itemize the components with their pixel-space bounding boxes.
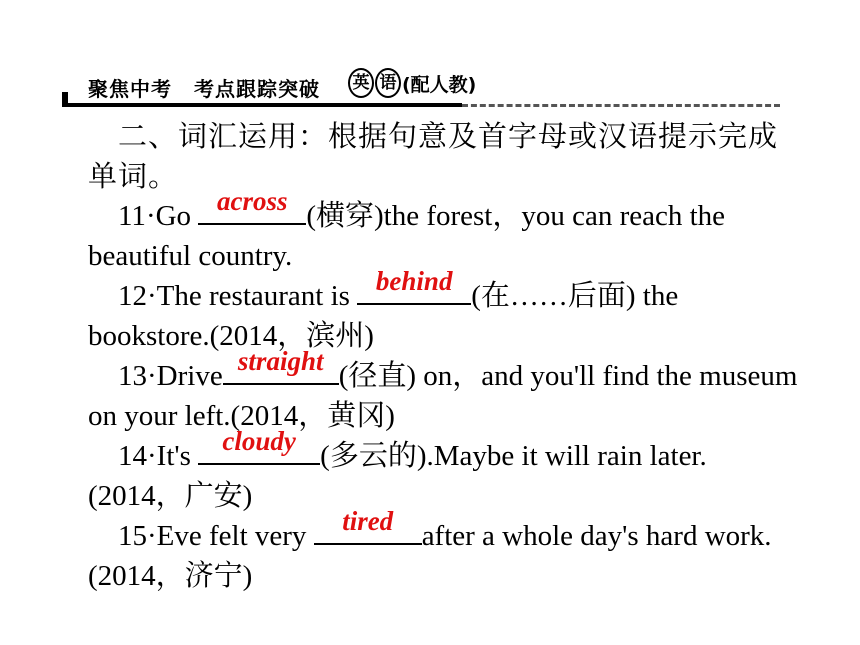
item-text-after: the forest，you can reach the beautiful country. xyxy=(88,200,726,272)
subtitle-label: 考点跟踪突破 xyxy=(193,77,320,101)
subject-badge xyxy=(348,66,476,100)
exercise-content xyxy=(88,116,798,596)
item-separator: · xyxy=(147,360,157,392)
item-text-before: Eve felt very xyxy=(156,520,314,552)
item-text-after: the bookstore.(2014，滨州) xyxy=(88,280,679,352)
item-separator: · xyxy=(145,200,156,232)
item-hint: (多云的) xyxy=(320,440,427,472)
header-rule-solid xyxy=(62,103,462,107)
item-number: 11 xyxy=(118,200,146,232)
subject-char-2: 语 xyxy=(375,68,401,98)
header-rule-dashed xyxy=(462,104,780,107)
item-separator: · xyxy=(147,280,157,312)
item-text-before: Go xyxy=(155,200,199,232)
item-hint: (径直) xyxy=(338,360,417,392)
answer-blank xyxy=(314,506,422,545)
item-number: 14 xyxy=(118,440,147,472)
item-separator: · xyxy=(147,520,157,552)
section-title: 二、词汇运用：根据句意及首字母或汉语提示完成单词。 xyxy=(88,119,779,193)
answer-blank xyxy=(198,186,306,225)
item-text-after: on，and you'll find the museum on your left.(2014，黄冈) xyxy=(88,360,798,432)
edition-label: (配人教) xyxy=(402,73,477,96)
exercise-item-15 xyxy=(88,506,798,596)
item-number: 13 xyxy=(118,360,147,392)
answer-text: tired xyxy=(342,506,394,536)
exercise-item-13 xyxy=(88,346,798,436)
answer-blank xyxy=(357,266,471,305)
exercise-item-12 xyxy=(88,266,798,356)
answer-text: across xyxy=(217,186,288,216)
answer-text: straight xyxy=(237,346,324,376)
page-header xyxy=(0,0,860,110)
item-number: 12 xyxy=(118,280,147,312)
item-separator: · xyxy=(147,440,157,472)
item-text-before: The restaurant is xyxy=(156,280,358,312)
answer-blank xyxy=(223,346,339,385)
exercise-item-14 xyxy=(88,426,798,516)
item-text-after: .Maybe it will rain later.(2014，广安) xyxy=(88,440,707,512)
series-label: 聚焦中考 xyxy=(88,77,172,101)
item-number: 15 xyxy=(118,520,147,552)
item-text-after: after a whole day's hard work.(2014，济宁) xyxy=(88,520,772,592)
item-hint: (横穿) xyxy=(306,200,384,232)
item-text-before: It's xyxy=(156,440,199,472)
item-text-before: Drive xyxy=(156,360,223,392)
item-hint: (在……后面) xyxy=(471,280,636,312)
subject-char-1: 英 xyxy=(348,68,374,98)
answer-text: behind xyxy=(375,266,453,296)
header-series xyxy=(88,73,334,102)
answer-blank xyxy=(198,426,320,465)
answer-text: cloudy xyxy=(222,426,296,456)
